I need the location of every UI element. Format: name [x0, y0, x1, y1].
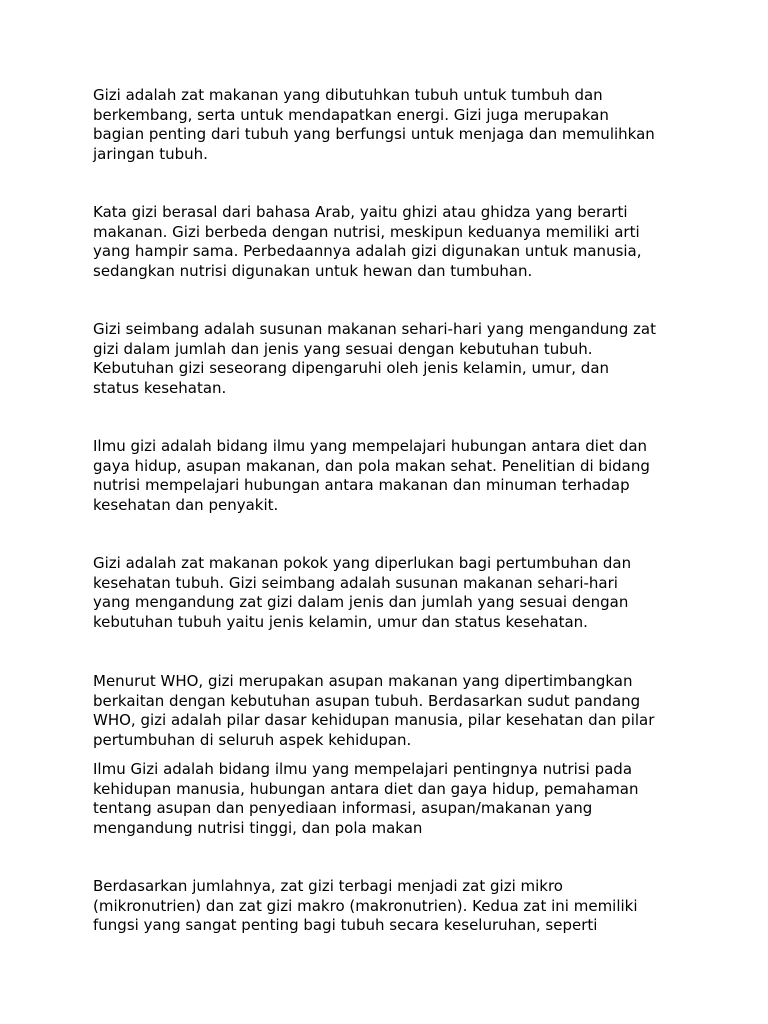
paragraph-gizi-pokok: Gizi adalah zat makanan pokok yang diperlukan bagi pertumbuhan dan kesehatan tubuh. Gizi seimbang adalah susunan makanan sehari-hari yang mengandung zat gizi dalam jenis dan jumlah yang sesuai dengan kebutuhan tubuh yaitu jenis kelamin, umur dan status kesehatan. — [93, 554, 632, 631]
paragraph-gizi-definition: Gizi adalah zat makanan yang dibutuhkan tubuh untuk tumbuh dan berkembang, serta untuk mendapatkan energi. Gizi juga merupakan bagian penting dari tubuh yang berfungsi untuk menjaga dan memulihkan jaringan tubuh. — [93, 86, 655, 163]
paragraph-who-definition: Menurut WHO, gizi merupakan asupan makanan yang dipertimbangkan berkaitan dengan kebutuhan asupan tubuh. Berdasarkan sudut pandang WHO, gizi adalah pilar dasar kehidupan manusia, pilar kesehatan dan pilar pertumbuhan di seluruh aspek kehidupan. — [93, 672, 655, 749]
paragraph-gizi-seimbang: Gizi seimbang adalah susunan makanan sehari-hari yang mengandung zat gizi dalam jumlah dan jenis yang sesuai dengan kebutuhan tubuh. Kebutuhan gizi seseorang dipengaruhi oleh jenis kelamin, umur, dan status kesehatan. — [93, 320, 656, 397]
paragraph-zat-gizi-jumlah: Berdasarkan jumlahnya, zat gizi terbagi menjadi zat gizi mikro (mikronutrien) dan zat gizi makro (makronutrien). Kedua zat ini memiliki fungsi yang sangat penting bagi tubuh secara keseluruhan, seperti — [93, 877, 638, 934]
paragraph-ilmu-gizi-nutrisi: Ilmu Gizi adalah bidang ilmu yang mempelajari pentingnya nutrisi pada kehidupan manusia, hubungan antara diet dan gaya hidup, pemahaman tentang asupan dan penyediaan informasi, asupan/makanan yang mengandung nutrisi tinggi, dan pola makan — [93, 760, 639, 837]
paragraph-gizi-etymology: Kata gizi berasal dari bahasa Arab, yaitu ghizi atau ghidza yang berarti makanan. Gizi berbeda dengan nutrisi, meskipun keduanya memiliki arti yang hampir sama. Perbedaannya adalah gizi digunakan untuk manusia, sedangkan nutrisi digunakan untuk hewan dan tumbuhan. — [93, 203, 642, 280]
paragraph-ilmu-gizi: Ilmu gizi adalah bidang ilmu yang mempelajari hubungan antara diet dan gaya hidup, asupan makanan, dan pola makan sehat. Penelitian di bidang nutrisi mempelajari hubungan antara makanan dan minuman terhadap kesehatan dan penyakit. — [93, 437, 650, 514]
